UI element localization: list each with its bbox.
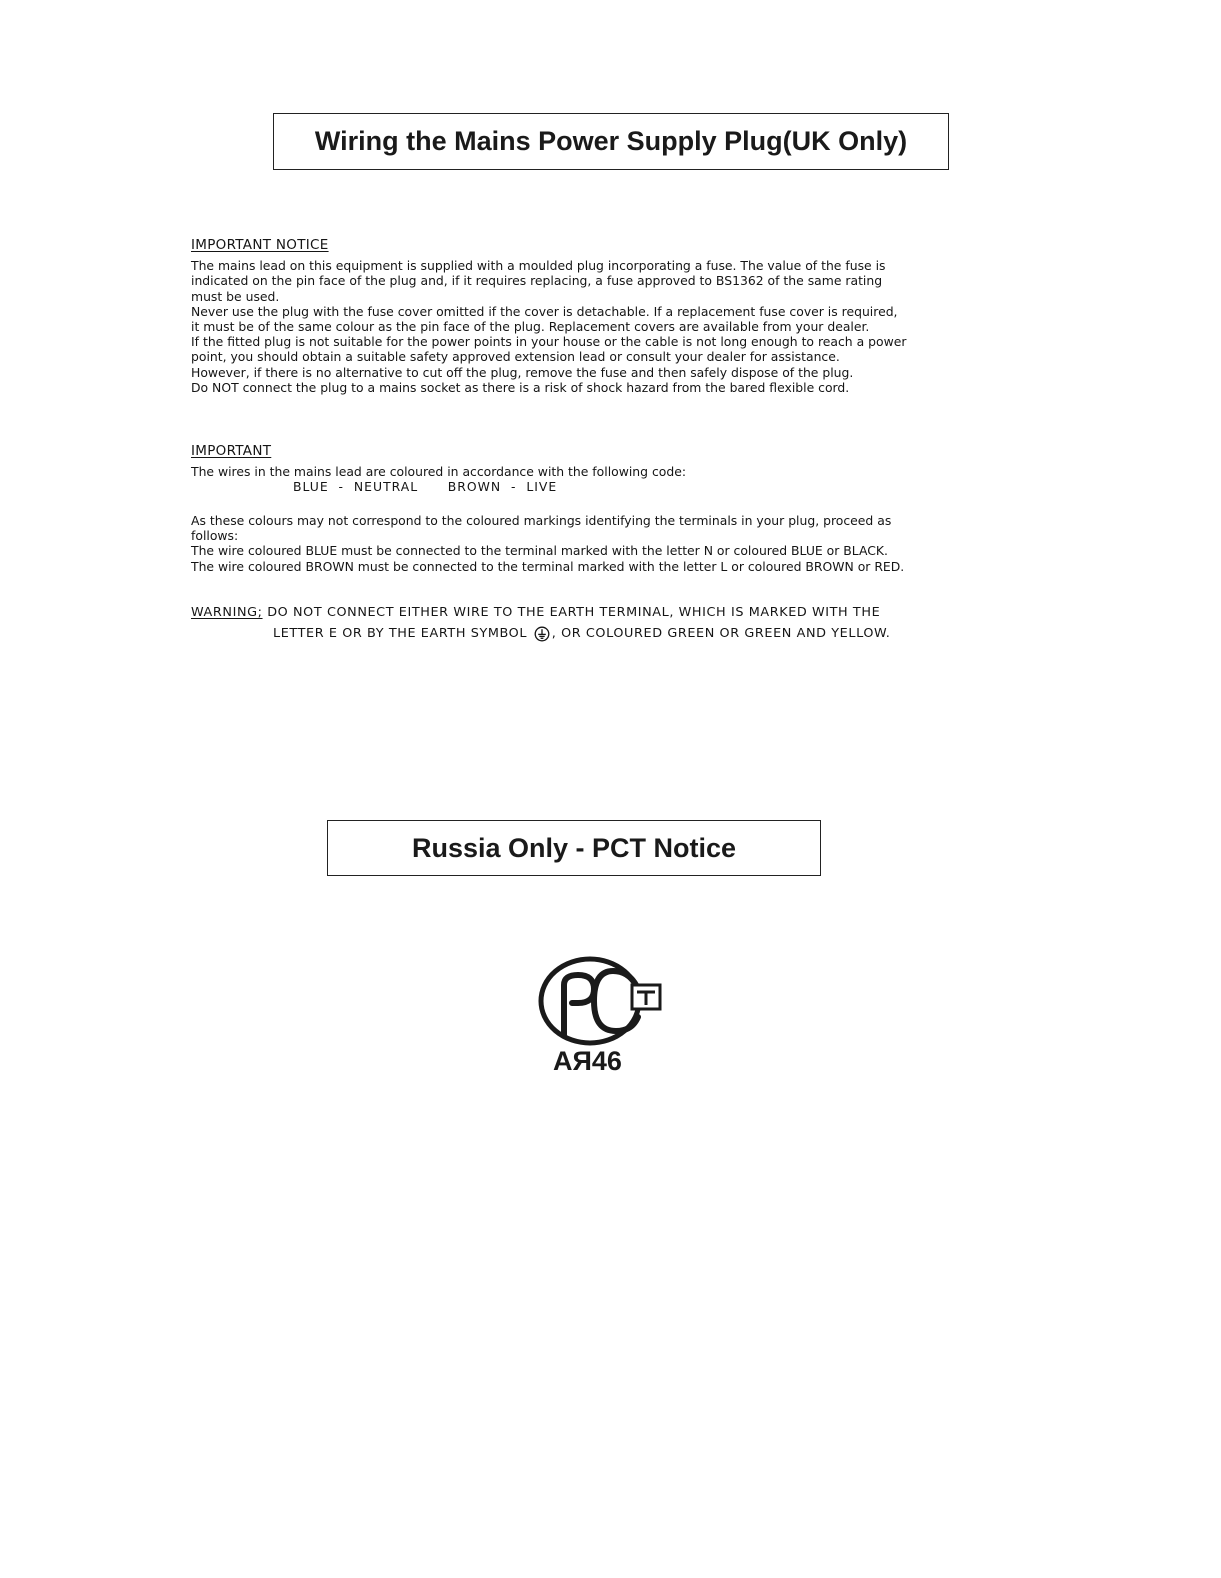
wire-code-intro: The wires in the mains lead are coloured in accordance with the following code: — [191, 464, 687, 480]
instruction-line: The wire coloured BLUE must be connected to the terminal marked with the letter N or coloured BLUE or BLACK. — [191, 543, 888, 559]
earth-symbol-icon — [534, 626, 550, 642]
warning-text-2a: LETTER E OR BY THE EARTH SYMBOL — [273, 626, 528, 641]
notice-line: The mains lead on this equipment is supplied with a moulded plug incorporating a fuse. The value of the fuse is — [191, 258, 886, 274]
warning-section — [191, 602, 951, 644]
notice-line: it must be of the same colour as the pin face of the plug. Replacement covers are available from your dealer. — [191, 319, 870, 335]
instruction-line: follows: — [191, 528, 239, 544]
uk-wiring-title: Wiring the Mains Power Supply Plug(UK Only) — [314, 126, 908, 156]
warning-text-2b: , OR COLOURED GREEN OR GREEN AND YELLOW. — [551, 626, 891, 641]
uk-wiring-title-box — [273, 113, 949, 170]
notice-line: point, you should obtain a suitable safety approved extension lead or consult your dealer for assistance. — [191, 349, 840, 365]
warning-label: WARNING; — [191, 605, 263, 620]
notice-line: indicated on the pin face of the plug and, if it requires replacing, a fuse approved to BS1362 of the same rating — [191, 273, 883, 289]
warning-line-2 — [191, 623, 951, 644]
russia-pct-title: Russia Only - PCT Notice — [411, 832, 737, 863]
wire-colour-codes: BLUE - NEUTRAL BROWN - LIVE — [293, 479, 558, 495]
instruction-line: As these colours may not correspond to the coloured markings identifying the terminals in your plug, proceed as — [191, 513, 892, 528]
warning-line-1 — [191, 602, 951, 623]
notice-line: must be used. — [191, 288, 280, 304]
important-notice-heading: IMPORTANT NOTICE — [191, 237, 329, 253]
important-heading: IMPORTANT — [191, 443, 272, 459]
notice-line: Do NOT connect the plug to a mains socket as there is a risk of shock hazard from the bared flexible cord. — [191, 379, 850, 395]
notice-line: However, if there is no alternative to cut off the plug, remove the fuse and then safely dispose of the plug. — [191, 364, 854, 380]
important-section — [191, 444, 951, 495]
instruction-line: The wire coloured BROWN must be connected to the terminal marked with the letter L or coloured BROWN or RED. — [191, 558, 905, 574]
pct-code-label: AЯ46 — [553, 1046, 622, 1076]
notice-line: If the fitted plug is not suitable for the power points in your house or the cable is not long enough to reach a power — [191, 334, 907, 350]
russia-pct-title-box — [327, 820, 821, 876]
warning-text-1: DO NOT CONNECT EITHER WIRE TO THE EARTH TERMINAL, WHICH IS MARKED WITH THE — [262, 605, 881, 620]
pct-certification-logo — [538, 955, 668, 1047]
notice-line: Never use the plug with the fuse cover omitted if the cover is detachable. If a replacement fuse cover is required, — [191, 303, 898, 319]
important-notice-section — [191, 238, 951, 395]
wire-instructions-section — [191, 513, 951, 574]
